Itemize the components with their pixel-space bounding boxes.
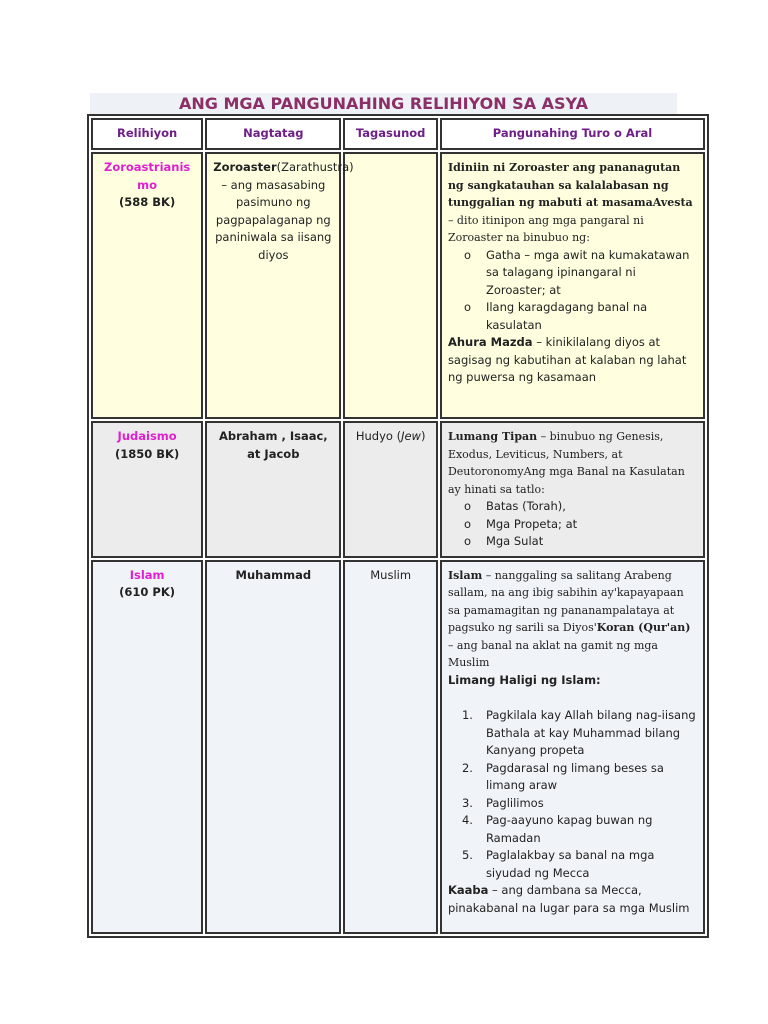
- founder-desc: (Zarathustra) – ang masasabing pasimuno ng pagpapalaganap ng paniniwala sa iisang diyos: [215, 160, 354, 262]
- followers-cell: [343, 152, 438, 419]
- religion-cell: [91, 152, 203, 419]
- list-item: o Batas (Torah),: [463, 499, 566, 513]
- founder-name: Abraham , Isaac, at Jacob: [218, 429, 328, 461]
- header-tagasunod: Tagasunod: [343, 118, 438, 150]
- followers-cell: Hudyo (Jew): [343, 421, 438, 558]
- bullet-mark: o: [463, 300, 471, 314]
- religion-date: (588 BK): [119, 195, 176, 209]
- founder-name: Muhammad: [235, 567, 312, 582]
- religion-name: Zoroastrianismo: [103, 160, 191, 192]
- list-item: 1. Pagkilala kay Allah bilang nag-iisang Bathala at kay Muhammad bilang Kanyang propeta: [461, 708, 696, 757]
- table-row: [91, 421, 705, 558]
- teaching-text: – kinikilalang diyos at sagisag ng kabutihan at kalaban ng lahat ng puwersa ng kasamaan: [447, 335, 687, 384]
- header-turo: Pangunahing Turo o Aral: [440, 118, 705, 150]
- teaching-text: – ang dambana sa Mecca, pinakabanal na lugar para sa mga Muslim: [447, 883, 690, 915]
- teaching-text: – dito itinipon ang mga pangaral ni Zoroaster na binubuo ng:: [447, 213, 644, 244]
- bullet-mark: o: [463, 247, 471, 262]
- teaching-emphasis: Idiniin ni Zoroaster ang pananagutan ng sangkatauhan sa kalalabasan ng tunggalian ng mabuti at masama: [447, 161, 681, 209]
- teaching-deity: Ahura Mazda: [447, 335, 533, 349]
- religion-cell: [91, 560, 203, 934]
- teaching-emphasis: Lumang Tipan: [447, 430, 538, 443]
- list-item: o Gatha – mga awit na kumakatawan sa talagang ipinangaral ni Zoroaster; at: [463, 247, 690, 297]
- list-item: 2. Pagdarasal ng limang beses sa limang araw: [461, 760, 664, 792]
- header-relihiyon: Relihiyon: [91, 118, 203, 150]
- list-item: 5. Paglalakbay sa banal na mga siyudad ng Mecca: [461, 848, 655, 880]
- teaching-emphasis: Islam: [447, 568, 483, 582]
- teaching-cell: [440, 560, 705, 934]
- founder-cell: [205, 152, 354, 419]
- religion-date: (610 PK): [119, 585, 176, 599]
- list-item: 3. Paglilimos: [461, 795, 544, 810]
- religion-name: Islam: [129, 567, 165, 582]
- table-row: [91, 152, 705, 419]
- religion-cell: [91, 421, 203, 558]
- religion-date: (1850 BK): [115, 446, 180, 461]
- header-nagtatag: Nagtatag: [205, 118, 341, 150]
- followers-cell: Muslim: [343, 560, 438, 934]
- teaching-text: – ang banal na aklat na gamit ng mga Muslim: [447, 638, 658, 669]
- teaching-kaaba: Kaaba: [447, 883, 489, 897]
- pillars-list: [448, 707, 697, 882]
- founder-name: Zoroaster: [213, 160, 277, 174]
- teaching-list: [448, 247, 697, 335]
- teaching-text: – nanggaling sa salitang Arabeng sallam, na ang ibig sabihin ay'kapayapaan sa pamamagitan ng pananampalataya at pagsuko ng sarili sa Diyos': [447, 568, 684, 634]
- table-row: [91, 560, 705, 934]
- founder-cell: [205, 421, 341, 558]
- table-header-row: [91, 118, 705, 150]
- list-item: o Ilang karagdagang banal na kasulatan: [463, 300, 648, 332]
- teaching-cell: [440, 152, 705, 419]
- pillars-title: Limang Haligi ng Islam:: [447, 672, 601, 687]
- religions-table: [87, 114, 709, 938]
- teaching-avesta: Avesta: [652, 196, 693, 209]
- list-item: 4. Pag-aayuno kapag buwan ng Ramadan: [461, 813, 653, 845]
- list-item: o Mga Sulat: [463, 534, 544, 548]
- founder-cell: [205, 560, 341, 934]
- teaching-text: – binubuo ng Genesis, Exodus, Leviticus, Numbers, at DeutoronomyAng mga Banal na Kasulatan ay hinati sa tatlo:: [447, 430, 685, 496]
- list-item: o Mga Propeta; at: [463, 516, 578, 531]
- teaching-koran: Koran (Qur'an): [596, 621, 691, 634]
- teaching-list: [448, 498, 697, 551]
- page-title: ANG MGA PANGUNAHING RELIHIYON SA ASYA: [90, 93, 677, 115]
- teaching-cell: [440, 421, 705, 558]
- religion-name: Judaismo: [117, 429, 177, 443]
